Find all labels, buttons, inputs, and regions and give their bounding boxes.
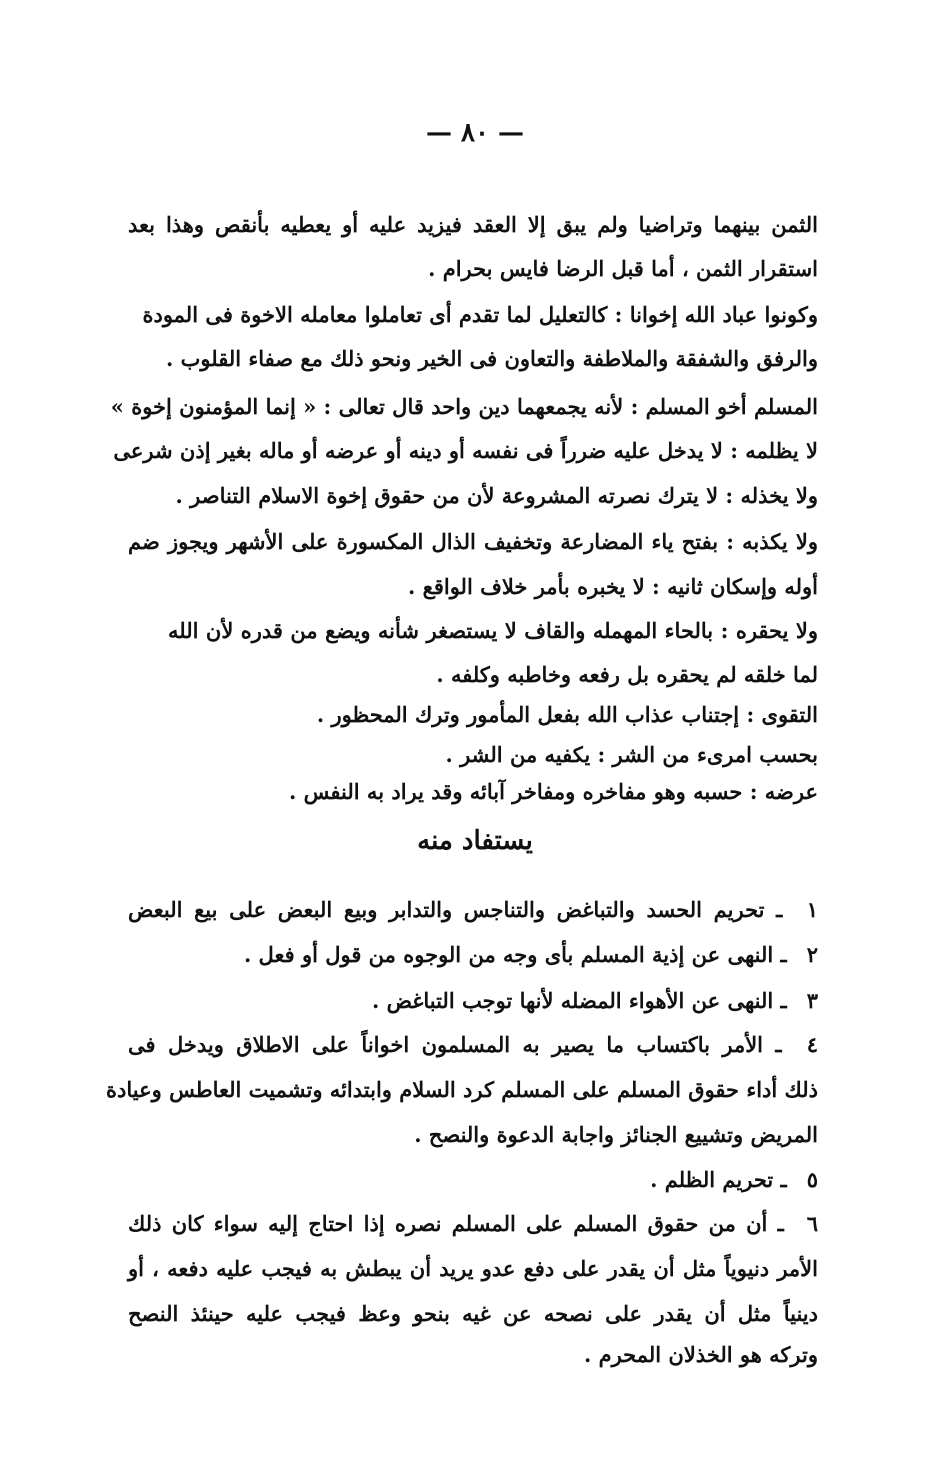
list-item-continuation: وتركه هو الخذلان المحرم .	[583, 1342, 818, 1367]
page-number: — ٨٠ —	[425, 118, 525, 148]
item-number: ٣	[806, 988, 818, 1013]
item-number: ٤	[806, 1032, 818, 1057]
text-line: أوله وإسكان ثانيه : لا يخبره بأمر خلاف الواقع .	[408, 574, 818, 599]
list-item	[188, 938, 818, 972]
list-item-continuation: ذلك أداء حقوق المسلم على المسلم كرد السلام وابتدائه وتشميت العاطس وعيادة	[106, 1077, 818, 1102]
item-text: ـ تحريم الظلم .	[650, 1167, 787, 1192]
definition-line: عرضه : حسبه وهو مفاخره ومفاخر آبائه وقد يراد به النفس .	[289, 779, 818, 804]
list-item	[128, 893, 818, 927]
definition-line: بحسب امرىء من الشر : يكفيه من الشر .	[445, 742, 818, 767]
list-item	[188, 984, 818, 1018]
text-line: وكونوا عباد الله إخوانا : كالتعليل لما تقدم أى تعاملوا معامله الاخوة فى المودة	[142, 302, 818, 327]
section-heading: يستفاد منه	[417, 826, 533, 856]
definition-line: التقوى : إجتناب عذاب الله بفعل المأمور وترك المحظور .	[316, 702, 818, 727]
item-text: ـ أن من حقوق المسلم على المسلم نصره إذا احتاج إليه سواء كان ذلك	[128, 1211, 784, 1236]
list-item	[128, 1028, 818, 1062]
item-text: ـ الأمر باكتساب ما يصير به المسلمون اخواناً على الاطلاق ويدخل فى	[128, 1032, 782, 1057]
text-line: لما خلقه لم يحقره بل رفعه وخاطبه وكلفه .	[436, 662, 818, 687]
list-item-continuation: المريض وتشييع الجنائز واجابة الدعوة والنصح .	[414, 1122, 818, 1147]
item-number: ٥	[806, 1167, 818, 1192]
text-line: الثمن بينهما وتراضيا ولم يبق إلا العقد فيزيد عليه أو يعطيه بأنقص وهذا بعد	[128, 212, 818, 237]
item-number: ١	[806, 897, 819, 922]
text-line: لا يظلمه : لا يدخل عليه ضرراً فى نفسه أو دينه أو عرضه أو ماله بغير إذن شرعى	[113, 438, 818, 463]
text-line: ولا يحقره : بالحاء المهمله والقاف لا يستصغر شأنه ويضع من قدره لأن الله	[168, 618, 818, 643]
item-text: ـ تحريم الحسد والتباغض والتناجس والتدابر وبيع البعض على بيع البعض	[128, 897, 783, 922]
item-number: ٢	[806, 942, 818, 967]
item-text: ـ النهى عن إذية المسلم بأى وجه من الوجوه من قول أو فعل .	[243, 942, 787, 967]
list-item-continuation: الأمر دنيوياً مثل أن يقدر على دفع عدو يريد أن يبطش به فيجب عليه دفعه ، أو	[128, 1256, 818, 1281]
item-number: ٦	[806, 1211, 819, 1236]
list-item	[128, 1207, 818, 1241]
text-line: ولا يكذبه : بفتح ياء المضارعة وتخفيف الذال المكسورة على الأشهر ويجوز ضم	[128, 529, 818, 554]
text-line: المسلم أخو المسلم : لأنه يجمعهما دين واحد قال تعالى : « إنما المؤمنون إخوة »	[110, 394, 818, 419]
text-line: ولا يخذله : لا يترك نصرته المشروعة لأن من حقوق إخوة الاسلام التناصر .	[175, 483, 818, 508]
list-item-continuation: دينياً مثل أن يقدر على نصحه عن غيه بنحو وعظ فيجب عليه حينئذ النصح	[128, 1301, 818, 1326]
list-item	[188, 1163, 818, 1197]
text-line: استقرار الثمن ، أما قبل الرضا فايس بحرام .	[428, 256, 818, 281]
item-text: ـ النهى عن الأهواء المضله لأنها توجب التباغض .	[372, 988, 787, 1013]
text-line: والرفق والشفقة والملاطفة والتعاون فى الخير ونحو ذلك مع صفاء القلوب .	[166, 346, 818, 371]
